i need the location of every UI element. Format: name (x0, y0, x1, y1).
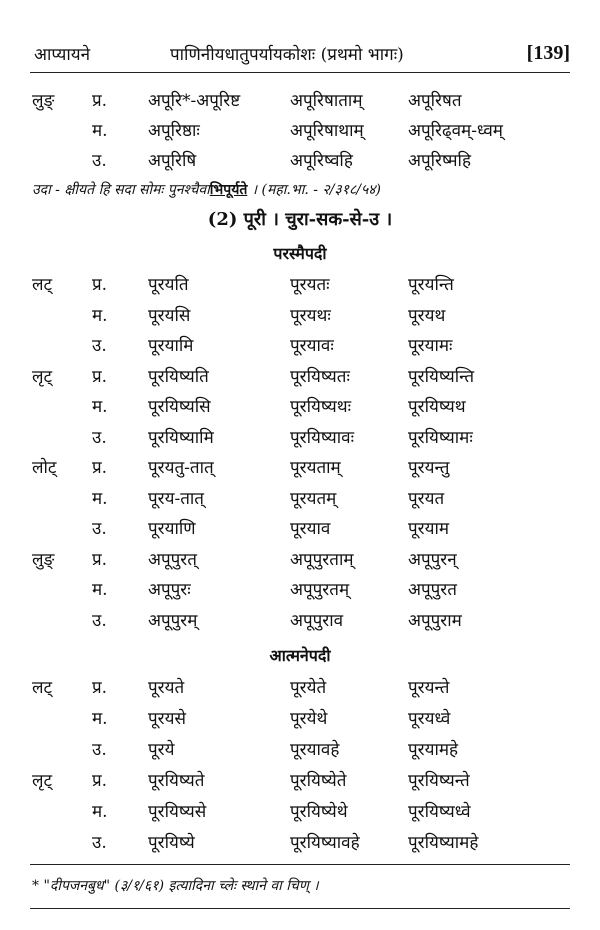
form-dual: पूरयेथे (290, 709, 328, 729)
form-singular: पूरयिष्यसे (148, 802, 207, 822)
note-emphasis: भिपूर्यते (209, 182, 248, 198)
form-singular: पूरयिष्यामि (148, 427, 214, 448)
footnote: * "दीपजनबुध" (३/१/६१) इत्यादिना च्लेः स्थाने वा चिण् । (32, 878, 319, 894)
lakara-label: लट् (32, 678, 53, 698)
form-singular: अपूरि*-अपूरिष्ट (148, 91, 241, 111)
form-dual: पूरयिष्यथः (290, 397, 352, 417)
form-dual: अपूरिष्वहि (290, 151, 353, 171)
parasmaipadi-heading: परस्मैपदी (273, 244, 327, 263)
purusha-label: उ. (92, 519, 107, 539)
form-singular: पूरयामि (148, 336, 194, 356)
purusha-label: म. (92, 121, 108, 141)
form-dual: पूरयावहे (290, 740, 340, 760)
page-header (30, 42, 570, 72)
header-rule (30, 72, 570, 73)
table-row (0, 88, 600, 118)
form-singular: पूरय-तात् (148, 488, 204, 509)
form-plural: पूरयध्वे (408, 709, 451, 729)
form-singular: पूरयतु-तात् (148, 458, 214, 478)
section-title: (2) पूरी । चुरा-सक-से-उ । (207, 209, 393, 230)
table-row (0, 547, 600, 577)
atmanepadi-heading: आत्मनेपदी (269, 646, 331, 665)
example-note (32, 180, 381, 199)
form-singular: पूरयति (148, 275, 189, 295)
form-plural: अपूपुराम (408, 610, 462, 631)
form-plural: अपूरिष्महि (408, 151, 471, 171)
form-plural: पूरयाम (408, 519, 450, 539)
form-plural: अपूपुरन् (408, 549, 457, 570)
purusha-label: उ. (92, 151, 107, 171)
table-row (0, 737, 600, 767)
table-row (0, 577, 600, 607)
form-plural: पूरयामः (408, 336, 453, 356)
lakara-label: लृट् (32, 771, 53, 791)
form-dual: पूरयिष्यावहे (290, 833, 360, 853)
purusha-label: म. (92, 488, 108, 509)
form-singular: पूरयसि (148, 305, 191, 326)
table-row (0, 333, 600, 363)
purusha-label: म. (92, 709, 108, 729)
form-plural: पूरयिष्यन्ते (408, 771, 470, 791)
form-dual: पूरयेते (290, 678, 327, 698)
page-number: [139] (526, 42, 570, 64)
form-dual: पूरयिष्यावः (290, 427, 355, 448)
form-singular: अपूपुरत् (148, 549, 197, 570)
purusha-label: प्र. (92, 549, 108, 570)
form-plural: अपूरिषत (408, 91, 462, 111)
form-dual: पूरयतः (290, 275, 330, 295)
form-singular: पूरये (148, 740, 175, 760)
table-row (0, 486, 600, 516)
form-singular: अपूरिष्ठाः (148, 121, 200, 141)
table-row (0, 118, 600, 148)
table-row (0, 148, 600, 178)
footnote-rule-bottom (30, 908, 570, 909)
lakara-label: लृट् (32, 366, 53, 387)
form-singular: पूरयिष्ये (148, 833, 195, 853)
form-plural: पूरयथ (408, 305, 446, 326)
table-row (0, 425, 600, 455)
form-dual: पूरयावः (290, 336, 334, 356)
form-singular: पूरयते (148, 678, 185, 698)
purusha-label: म. (92, 397, 108, 417)
footnote-rule-top (30, 864, 570, 865)
form-dual: अपूपुरतम् (290, 580, 350, 600)
header-book-title: पाणिनीयधातुपर्यायकोशः (प्रथमो भागः) (170, 45, 404, 65)
form-dual: पूरयथः (290, 305, 331, 326)
form-singular: अपूपुरः (148, 580, 191, 600)
purusha-label: प्र. (92, 771, 108, 791)
table-row (0, 516, 600, 546)
lakara-label: लोट् (32, 458, 57, 478)
form-dual: पूरयिष्येथे (290, 802, 348, 822)
purusha-label: प्र. (92, 678, 108, 698)
purusha-label: उ. (92, 833, 107, 853)
form-dual: अपूरिषाथाम् (290, 121, 364, 141)
table-row (0, 799, 600, 829)
purusha-label: म. (92, 580, 108, 600)
purusha-label: म. (92, 305, 108, 326)
form-dual: पूरयतम् (290, 488, 337, 509)
table-row (0, 455, 600, 485)
form-dual: पूरयिष्यतः (290, 366, 350, 387)
table-row (0, 272, 600, 302)
purusha-label: उ. (92, 610, 107, 631)
note-prefix: उदा - क्षीयते हि सदा सोमः पुनश्चैवा (32, 182, 210, 198)
form-plural: पूरयिष्यध्वे (408, 802, 471, 822)
form-plural: पूरयत (408, 488, 445, 509)
header-left-word: आप्यायने (34, 45, 91, 65)
purusha-label: उ. (92, 427, 107, 448)
purusha-label: प्र. (92, 458, 108, 478)
form-plural: अपूरिढ्वम्-ध्वम् (408, 121, 503, 141)
form-dual: पूरयताम् (290, 458, 341, 478)
form-singular: अपूरिषि (148, 151, 197, 171)
form-singular: पूरयिष्यसि (148, 397, 211, 417)
form-dual: अपूरिषाताम् (290, 91, 363, 111)
form-plural: पूरयन्ते (408, 678, 450, 698)
purusha-label: प्र. (92, 91, 108, 111)
form-plural: पूरयिष्यामहे (408, 833, 479, 853)
purusha-label: उ. (92, 740, 107, 760)
form-dual: पूरयाव (290, 519, 331, 539)
form-singular: पूरयसे (148, 709, 186, 729)
form-singular: पूरयाणि (148, 519, 196, 539)
purusha-label: म. (92, 802, 108, 822)
form-plural: पूरयिष्यामः (408, 427, 473, 448)
purusha-label: प्र. (92, 275, 108, 295)
table-row (0, 608, 600, 638)
form-plural: पूरयन्तु (408, 458, 450, 478)
table-row (0, 768, 600, 798)
table-row (0, 303, 600, 333)
table-row (0, 706, 600, 736)
form-dual: पूरयिष्येते (290, 771, 347, 791)
purusha-label: प्र. (92, 366, 108, 387)
form-dual: अपूपुरताम् (290, 549, 354, 570)
form-singular: अपूपुरम् (148, 610, 198, 631)
form-plural: पूरयन्ति (408, 275, 454, 295)
table-row (0, 394, 600, 424)
form-dual: अपूपुराव (290, 610, 344, 631)
lakara-label: लट् (32, 275, 53, 295)
form-plural: अपूपुरत (408, 580, 457, 600)
table-row (0, 364, 600, 394)
form-singular: पूरयिष्यति (148, 366, 209, 387)
form-plural: पूरयिष्यथ (408, 397, 466, 417)
lakara-label: लुङ् (32, 549, 55, 570)
form-plural: पूरयिष्यन्ति (408, 366, 475, 387)
note-suffix: । (महा.भा. - २/३१८/५४) (247, 182, 381, 198)
table-row (0, 675, 600, 705)
lakara-label: लुङ् (32, 91, 55, 111)
form-singular: पूरयिष्यते (148, 771, 205, 791)
form-plural: पूरयामहे (408, 740, 459, 760)
purusha-label: उ. (92, 336, 107, 356)
table-row (0, 830, 600, 860)
